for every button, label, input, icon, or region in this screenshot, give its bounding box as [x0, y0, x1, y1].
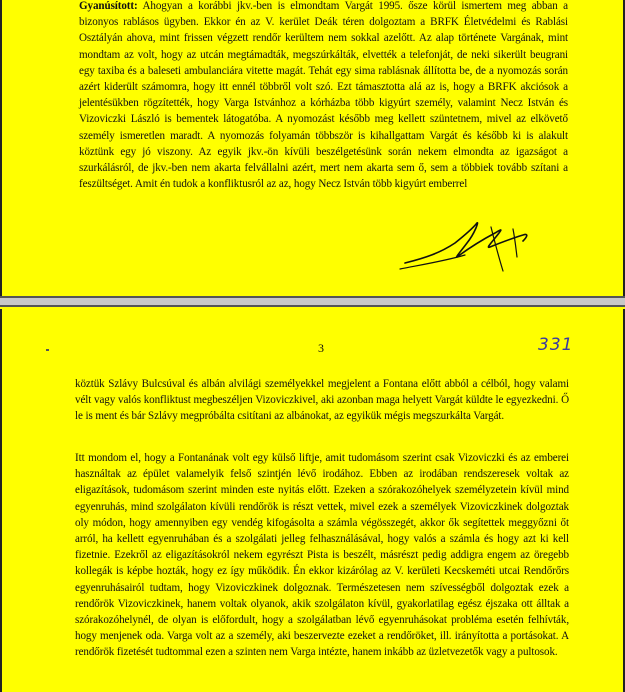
testimony-paragraph-2 [75, 450, 569, 661]
testimony-paragraph: Ahogyan a korábbi jkv.-ben is elmondtam Vargát 1995. ősze körül ismertem meg abban a bizonyos rablásos ügyben. Ekkor én az V. kerület Deák téren dolgoztam a BRFK Életvédelmi és Rablási Osztályán ahova, mint frissen végzett rendőr kerültem nem sokkal azelőtt. Az alap története Vargának, mint mondtam az volt, hogy az utcán megtámadták, megszúrkálták, elvették a telefonját, de neki sikerült beugrani egy taxiba és a baleseti ambulanciára vitette magát. Tehát egy sima rablásnak állította be, de a nyomozás során azért kiderült számomra, hogy itt ennél többről volt szó. Ezt támasztotta alá az is, hogy a BRFK akciósok a jelentésükben rögzítették, hogy Varga Istvánhoz a kórházba több kigyúrt személy, valamint Necz István és Vizoviczki László is bementek látogatóba. A nyomozást később meg kellett szüntetnem, mivel az elkövető személy ismeretlen maradt. A nyomozás folyamán többször is kihallgattam Vargát és később ki is alakult köztünk egy jó viszony. Az egyik jkv.-ön kívüli beszélgetésünk során nekem elmondta az igazságot a szurkálásról, de jkv.-ben nem akarta felvállalni azért, mert nem akarta sem ő, sem a többiek tovább szítani a feszültséget. Amit én tudok a konfliktusról az az, hogy Necz István több kigyúrt emberrel [79, 0, 569, 191]
signature-image [395, 213, 540, 275]
handwritten-folio-number: 331 [538, 335, 574, 355]
page-number: 3 [318, 341, 324, 355]
page-border-left [0, 0, 2, 296]
document-page-bottom [0, 309, 625, 692]
paragraph-text: Itt mondom el, hogy a Fontanának volt egy külső liftje, amit tudomásom szerint csak Vizoviczki és az emberei használtak az épület valamelyik felső szintjén lévő irodához. Ebben az irodában rendszeresek voltak az eligazítások, tudomásom szerint minden este nyitás előtt. Ezeken a szórakozóhelyek személyzetein kívül mind egyenruhás, mind szolgálaton kívüli rendőrök is részt vettek, mivel ezek a személyek Vizoviczkinek dolgoztak oly módon, hogy amennyiben egy vendég kifogásolta a számla végösszegét, akkor ők segítettek meggyőzni őt arról, ha kellett egyenruhában és a szolgálati jelleg felhasználásával, hogy valós a számla és hogy azt ki kell fizetnie. Ezekről az eligazításokról nekem egyrészt Pista is beszélt, másrészt pedig addigra engem az öregebb kollegák is képbe hozták, hogy ez így működik. Én ekkor kizárólag az V. kerületi Kecskeméti utcai Rendőrőrs egyenruhásairól tudtam, hogy Vizoviczkinek dolgoznak. Természetesen nem szívességből dolgoztak ezek a rendőrök Vizoviczkinek, hanem voltak olyanok, akik szolgálaton kívül, gyakorlatilag egész éjszaka ott álltak a szórakozóhelynél, de olyan is előfordult, hogy a szolgálatban lévő egyenruhásokat probléma esetén felhívták, hogy menjenek oda. Varga volt az a személy, aki beszervezte ezeket a rendőröket, ill. irányította a portásokat. A rendőrök fizetését tudtommal ezen a szinten nem Varga intézte, hanem inkább az üzletvezetők vagy a pultosok. [75, 452, 569, 659]
testimony-text-top [79, 0, 568, 192]
document-page-top [0, 0, 625, 296]
page-separator [0, 296, 625, 307]
paragraph-text: köztük Szlávy Bulcsúval és albán alvilági személyekkel megjelent a Fontana előtt abból a célból, hogy valami vélt vagy valós konfliktust megbeszéljen Vizoviczkivel, aki azonban maga helyett Vargát küldte le egyezkedni. Ő le is ment és bár Szlávy megpróbálta csitítani az albánokat, az egyikük mégis megszurkálta Vargát. [75, 378, 569, 423]
page-border-left [0, 309, 2, 692]
suspect-label: Gyanúsított: [79, 0, 138, 12]
scan-mark [46, 349, 49, 351]
testimony-paragraph-1 [75, 376, 569, 425]
